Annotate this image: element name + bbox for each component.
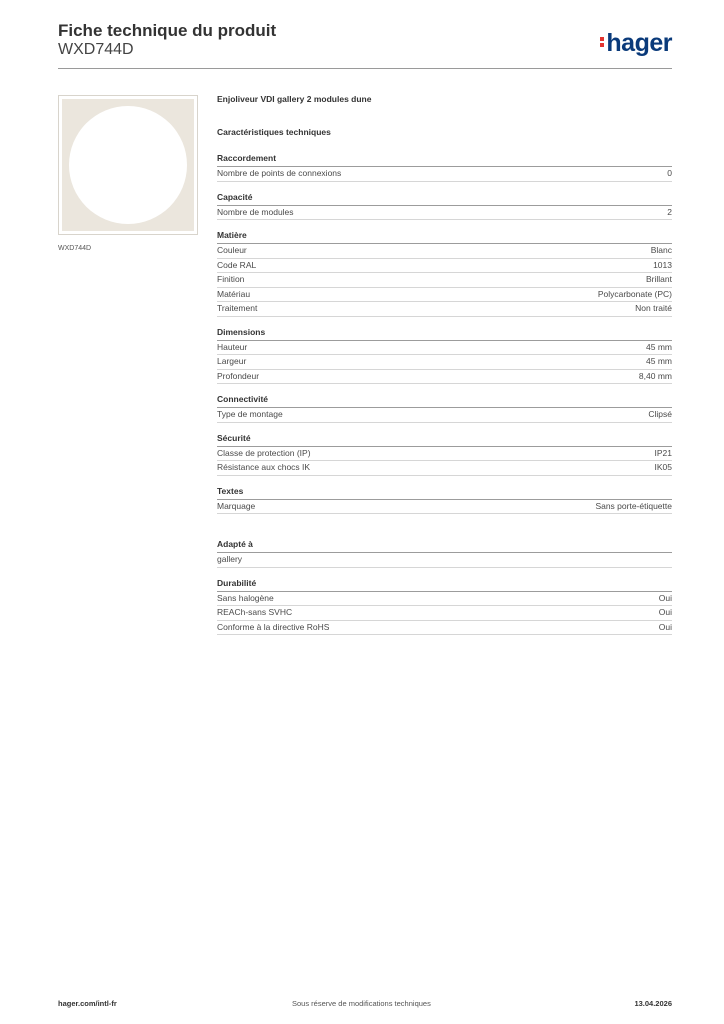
spec-label: Sans halogène <box>217 592 274 603</box>
section-title: Connectivité <box>217 393 672 408</box>
spec-value: 2 <box>667 206 672 217</box>
spec-row <box>217 621 672 636</box>
spec-label: Classe de protection (IP) <box>217 447 311 458</box>
tech-characteristics-title: Caractéristiques techniques <box>217 127 331 137</box>
spec-row <box>217 259 672 274</box>
spec-label: Nombre de points de connexions <box>217 168 342 178</box>
spec-label: Couleur <box>217 245 247 255</box>
spec-label: Profondeur <box>217 370 260 381</box>
spec-row <box>217 167 672 182</box>
spec-label: Matériau <box>217 288 251 299</box>
spec-label: Hauteur <box>217 341 248 352</box>
spec-label: REACh-sans SVHC <box>217 607 293 617</box>
section-textes <box>217 485 672 515</box>
spec-value: 1013 <box>653 259 672 270</box>
spec-label: gallery <box>217 554 243 564</box>
spec-value: 8,40 mm <box>638 370 672 381</box>
product-reference: WXD744D <box>58 41 134 58</box>
product-image <box>58 95 198 235</box>
logo-text: hager <box>606 29 672 57</box>
spec-value: Non traité <box>635 303 672 313</box>
product-name: Enjoliveur VDI gallery 2 modules dune <box>217 94 372 104</box>
section-matiere <box>217 229 672 317</box>
spec-row <box>217 355 672 370</box>
page-footer <box>58 992 672 1008</box>
page-header <box>58 21 672 69</box>
spec-row <box>217 244 672 259</box>
page-title: Fiche technique du produit <box>58 21 277 40</box>
hager-logo <box>600 29 672 58</box>
section-dimensions <box>217 326 672 385</box>
section-title: Sécurité <box>217 432 672 447</box>
spec-value: 0 <box>667 168 672 178</box>
spec-row <box>217 408 672 423</box>
spec-row <box>217 553 672 568</box>
spec-label: Traitement <box>217 303 258 313</box>
spec-row <box>217 206 672 221</box>
section-raccordement <box>217 152 672 182</box>
section-title: Matière <box>217 229 672 244</box>
spec-label: Type de montage <box>217 409 283 419</box>
spec-row <box>217 273 672 288</box>
spec-value: Blanc <box>650 245 672 255</box>
section-securite <box>217 432 672 476</box>
spec-row <box>217 370 672 385</box>
spec-value: Oui <box>658 621 672 632</box>
section-title: Adapté à <box>217 538 672 553</box>
spec-row <box>217 500 672 515</box>
header-divider <box>58 68 672 69</box>
section-adapte-a <box>217 538 672 568</box>
spec-row <box>217 592 672 607</box>
spec-label: Résistance aux chocs IK <box>217 462 311 472</box>
section-durabilite <box>217 577 672 636</box>
spec-label: Finition <box>217 274 245 284</box>
spec-label: Conforme à la directive RoHS <box>217 621 330 632</box>
image-caption: WXD744D <box>58 245 92 252</box>
spec-label: Nombre de modules <box>217 206 294 217</box>
spec-label: Code RAL <box>217 259 257 270</box>
section-connectivite <box>217 393 672 423</box>
spec-value: Oui <box>658 607 672 617</box>
section-title: Capacité <box>217 191 672 206</box>
logo-dots-icon <box>600 35 604 49</box>
spec-row <box>217 606 672 621</box>
cover-plate <box>62 99 194 231</box>
specifications <box>217 94 672 635</box>
spec-label: Largeur <box>217 356 247 366</box>
section-title: Raccordement <box>217 152 672 167</box>
spec-value: IK05 <box>654 462 672 472</box>
spec-value: IP21 <box>654 447 672 458</box>
footer-website-link[interactable]: hager.com/intl-fr <box>58 999 117 1008</box>
footer-date: 13.04.2026 <box>634 999 672 1008</box>
section-title: Textes <box>217 485 672 500</box>
section-title: Durabilité <box>217 577 672 592</box>
spec-value: Sans porte-étiquette <box>595 500 672 511</box>
spec-value: Polycarbonate (PC) <box>597 288 672 299</box>
spec-value: 45 mm <box>646 356 672 366</box>
spec-label: Marquage <box>217 500 256 511</box>
cover-plate-opening <box>69 106 187 224</box>
spec-value: 45 mm <box>646 341 672 352</box>
spec-value: Clipsé <box>648 409 672 419</box>
section-title: Dimensions <box>217 326 672 341</box>
spec-value: Oui <box>658 592 672 603</box>
spec-row <box>217 288 672 303</box>
spec-value: Brillant <box>646 274 672 284</box>
spec-row <box>217 341 672 356</box>
footer-disclaimer: Sous réserve de modifications techniques <box>292 999 431 1008</box>
section-capacite <box>217 191 672 221</box>
spec-row <box>217 302 672 317</box>
spec-row <box>217 447 672 462</box>
spec-row <box>217 461 672 476</box>
